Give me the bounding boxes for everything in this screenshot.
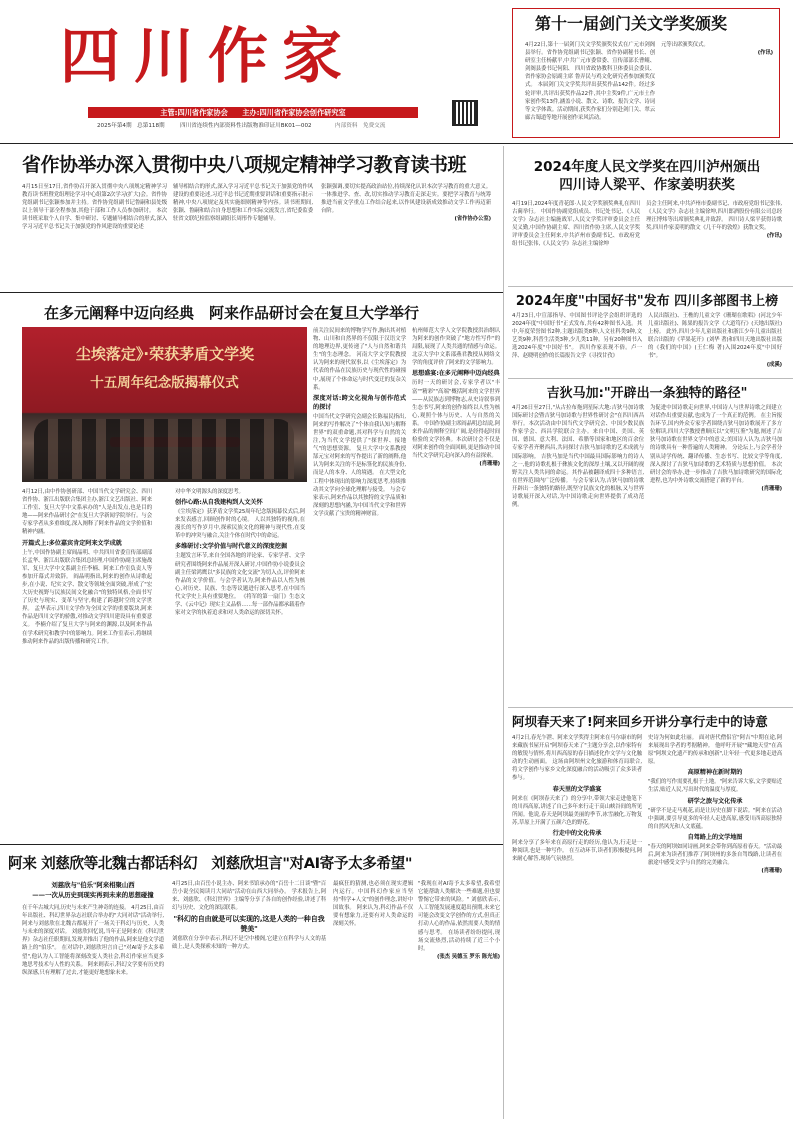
right2-col1: 4月19日,2024年度青花郎·人民文学奖颁奖典礼在四川古蔺举行。 中国作协副党组成员、书记处书记、《人民文学》杂志社主编施战军,人民文学奖评审委员会主任吴义勤,中国作协副主席、四川省作协主席,人民文学奖评审委员会主任阿来,中共泸州市委副书记、市政府党组书记张伟,《人民文学》杂志社主编徐坤	[512, 201, 640, 248]
masthead	[0, 0, 500, 142]
mid-col3b: 中国当代文学研究会副会长陈福民指出,阿来的写作解决了"个体自我认知与解释世界"的双重命题,其对科学与自然的关注,为当代文学提供了"探世界、接地气"的思想资源。 复旦大学中文系教授郜元宝对阿来的写作提出了新的阐释,他认为阿来关注的不是标签化的民族身份,而是人的本身、人的境遇。	[313, 413, 406, 477]
article-title: 第十一届剑门关文学奖颁奖	[535, 14, 728, 33]
right5-author: (肖珊珊)	[761, 868, 782, 875]
bottom-col3: 最疯狂的猜测,也必须在现实逻辑内运行。中国科幻作家应当坚持"科学+人文"的创作理念,讲好中国故事。 阿来认为,科幻作品不仅要有想象力,还要有对人类命运的深刻关怀。	[333, 881, 413, 928]
mid-subhead-3: 多维研讨:文学价值与时代意义的深度挖掘	[175, 543, 287, 551]
right5-col1c: 阿来分享了多年来在高原行走的经历,他认为,行走是一种阅读,也是一种写作。 在互动环节,读者们积极提问,阿来耐心解答,现场气氛热烈。	[512, 839, 642, 863]
qr-code	[452, 100, 478, 126]
mid-subhead-1: 开篇式上:多位嘉宾肯定阿来文学成就	[22, 539, 122, 547]
mid-col1a: 4月12日,由中作协创研部、中国当代文学研究会、四川省作协、浙江出版联合集团主办,浙江文艺出版社、阿来工作室、复旦大学中文系承办的"人是出发点,也是目的地——阿来作品研讨会"在复旦大学新闻学院举行。与会专家学者从多重维度,深入阐释了阿来作品的文学价值和精神内涵。	[22, 489, 152, 536]
bottom-title: 阿来 刘慈欣等北魏古都话科幻 刘慈欣坦言"对AI寄予太多希望"	[8, 855, 413, 872]
mid-col2b: 《尘埃落定》获茅盾文学奖25周年纪念版揭幕仪式后,阿来发表感言,回顾创作时的心境。 人以其独特的视角,在漫长的写作岁月中,探索民族文化的精神与现代性,在变革中的冲突与融合,关注个体在时代中的命运。	[175, 509, 305, 540]
mid-subhead-5: 思想盛宴:在多元阐释中迈向经典	[412, 370, 500, 378]
mid-col2c: 主题发言环节,来自全国各地的评论家、专家学者、文学研究者围绕阿来作品展开深入研讨,中国作协小说委员会副主任梁鸿鹰以"多民族的文化交流"为切入点,评价阿来作品的文学价值。与会学者认为,阿来作品以人性为核心,对历史、民族、生态等议题进行深入思考,在中国当代文学史上具有重要地位。 《将军的第一扇门》生态文学、《云中记》现实主义品格……每一部作品都承载着作家对文学的执着追求和对人类命运的深切关怀。	[175, 553, 305, 617]
right4-author: (肖珊珊)	[761, 485, 782, 492]
lead-col3	[321, 183, 491, 287]
mid-col1b: 上午,中国作协副主席阎晶明、中共四川省委宣传部副部长孟华、浙江出版联合集团总经理,中国作协副主席施战军、复旦大学中文系副主任李楠、阿来工作室负责人等参加开幕式并致辞。 阎晶明指出,阿来的创作从诗歌起步,在小说、纪实文学、散文等领域全面突破,形成了"宏大历史视野与民族民间文化融合"的独特风格,全面书写了历史与现实、变革与坚守,构建了跨越时空的文学世界。 孟华表示,四川文学作为全国文学的重要版块,阿来作品是四川文学的骄傲,对推动文学四川建设具有重要意义。 李楠介绍了复旦大学与阿来的渊源,以及阿来作品在学术研究和教学中的影响力。阿来工作室表示,将继续推动阿来作品的出版传播和研究工作。	[22, 549, 152, 645]
bottom-author: (张杰 吴德玉 罗乐 陈光旭)	[437, 953, 500, 960]
right5-subhead-2: 行走中的文化传承	[552, 829, 602, 837]
mid-col1	[22, 488, 152, 838]
right3-col2	[648, 312, 782, 376]
right2-col2	[646, 200, 782, 278]
article-body: 4月22日,第十一届剑门关文学奖颁奖仪式在广元市剑阁县举行。省作协党组副书记张颖、省作协副秘书长、创研室主任杨献平,中共广元市委常委、宣传部部长曹鲲、剑阁县委书记何阳、 四川省政协教科卫体委员会委员、省作家协会原副主席 鲁弄民与鸡文化研究者参加颁奖仪式。 本届剑门关文学奖共评出获奖作品142件。经过多轮评审,共评出获奖作品22件,其中主奖9件,广元市土作家创作奖13件,涵盖小说、散文、诗歌、报告文学、诗词等文学体裁。活动期间,获奖作家们分别赴剑门关、翠云廊古蜀道等地开展创作采风活动。	[525, 42, 655, 121]
mid-col2a: 对中华文明源头的深度思考。	[175, 489, 244, 495]
masthead-note: 内部资料 免费交流	[335, 123, 386, 129]
right5-col2d: "春天的阿坝如同诗画,阿来会带你到高原看春天。"活动最后,阿来为读者们推荐了阿坝州的多条自驾线路,让读者在旅途中感受文学与自然的完美融合。	[648, 843, 782, 867]
masthead-logo: 四川作家	[60, 22, 356, 92]
divider	[0, 143, 793, 144]
right5-col2b: "我们的写作需要扎根于土地。"阿来告诉大家,文学要贴近生活,贴近人民,写出时代的温度与厚度。	[648, 779, 782, 794]
mid-col4	[412, 327, 500, 837]
mid-title: 在多元阐释中迈向经典 阿来作品研讨会在复旦大学举行	[44, 304, 420, 322]
right4-title: 吉狄马加:"开辟出一条独特的路径"	[546, 386, 748, 401]
mid-col2	[175, 488, 305, 838]
right2-title: 2024年度人民文学奖在四川泸州颁出 四川诗人梁平、作家姜明获奖	[533, 159, 761, 193]
right5-col2-text: 史诗为何如此壮丽。 面对唐代僧侣官"阿吉"中期在途,阿来展现出学者的考据精神。 他呼吁开展""藏地天堂"在高原"阿坝文化遗产的传承和创新",让年轻一代更多地走进高原。	[648, 735, 782, 766]
bottom-col2-text: 4月25日,由百岳小说主办、阿来书馆承办的"百岳十二日谈"暨"百岳小说全民阅读月大同站"活动在山西大同举办。 学术报告上,阿来、刘慈欣、《科幻世界》主编等分享了各自的创作经验,讲述了科幻与历史、文化的深层联系。	[172, 881, 326, 912]
right5-col2	[648, 734, 782, 1116]
lead-col1: 4月15日至17日,省作协召开深入贯彻中央八项规定精神学习教育读书班暨党组理论学习中心组第2次学习(扩大)会。省作协党组副书记张颖参加并主持。省作协党组副书记鲁嗣和县处级以上领导干部全程参加,其他干部和工作人员参加研讨。 本次读书班采取个人自学、集中研讨、专题辅导相结合的形式,深入学习习近平总书记关于加强党的作风建设的重要论述	[22, 184, 167, 231]
right3-col2-text: 人民出版社)、王樵的儿童文学《珊瑚在歌唱》(河北少年儿童出版社)、陈果的报告文学《大道笃行》(天地出版社)上榜。 此外,四川少年儿童出版社和浙江少年儿童出版社联合出版的《苹果花开》(刘华 著)和四川天地出版社出版的《我们的中国》(王仁梅 著)入围2024年度"中国好书"。	[648, 313, 782, 360]
mid-subhead-2: 创作心路:从自我建构到人文关怀	[175, 499, 263, 507]
right4-col1: 4月26日至27日,"从古拉布拖到星际大地:吉狄马加诗歌国际研讨会暨吉狄马加诗歌与世界性研讨会"在四川西昌举行。本次活动由中国当代文学研究会、中国少数民族作家学会、西昌学院联合主办。来自中国、美国、英国、德国、意大利、法国、希腊等国家和地区的百余位专家学者齐聚西昌,共同探讨吉狄马加诗歌的艺术成就与国际影响。 吉狄马加是当代中国最具国际影响力的诗人之一,他的诗歌扎根于彝族文化的深厚土壤,又以开阔的视野关注人类共同的命运。其作品被翻译成四十多种语言,在世界范围内广泛传播。 与会专家认为,吉狄马加的诗歌开辟出一条独特的路径,既坚守民族文化的根脉,又与世界诗歌展开深入对话,为中国诗歌走向世界提供了成功范例。	[512, 405, 644, 509]
event-photo	[22, 327, 307, 482]
bottom-col2b: 刘慈欣在分享中表示,科幻不是空中楼阁,它建立在科学与人文的基础上,是人类探索未知的一种方式。	[172, 936, 326, 951]
masthead-issue: 2025年第4期 总第118期	[97, 123, 165, 129]
right5-subhead-3: 高原精神在新时期的	[687, 769, 743, 777]
bottom-subhead: "科幻的自由就是可以实现的,这是人类的一种自我赞美"	[173, 915, 325, 934]
right5-col1b: 阿来在《阿坝春天来了》的分享中,带领大家走进他笔下的川西高原,讲述了自己多年来行走于高山峡谷间的所见所闻。他说,春天是阿坝最美丽的季节,冰雪融化,万物复苏,草原上开满了五颜六色的野花。	[512, 795, 642, 826]
divider	[508, 707, 793, 708]
mid-author: (肖珊珊)	[479, 461, 500, 468]
mid-col3a: 前关注民间来的博物学写作,胸出其对植物、山川和自然界的不仅限于汉语文学的地理边界,更传递了"人与自然和谐共生"的生态理念。 河南大学文学院教授认为阿来的现代叙事,以《尘埃落定》为代表的作品在民族历史与现代性的碰撞中,展现了个体命运与时代变迁的复杂关系。	[313, 328, 406, 391]
right5-subhead-5: 自驾路上的文学地图	[687, 833, 743, 841]
mid-col3c: 在大型文化工程中体现出的影响力深度思考,持续推动其文学向全球化理解与接受。 与会专家表示,阿来作品以其独特的文学品质和深刻的思想内涵,为中国当代文学和世界文学贡献了宝贵的精神财富。	[313, 470, 406, 517]
masthead-sponsor	[88, 107, 418, 118]
divider	[508, 378, 793, 379]
bottom-col1: 在千年古城大同,历史与未来产生神奇的连接。 4月25日,由百年出版社、科幻世界杂志社联合举办的"大同对话"活动举行,阿来与刘慈欣在北魏古都展开了一场关于科幻与历史、人类与未来的深度对话。 刘慈欣回忆说,当年正是阿来在《科幻世界》杂志社任职期间,发现并推出了他的作品,阿来是他文学道路上的"伯乐"。 在对话中,刘慈欣坦言自己"对AI寄予太多希望",他认为人工智能将深刻改变人类社会,科幻作家应当更多地思考技术与人性的关系。 阿来则表示,科幻文学要有历史的纵深感,只有理解了过去,才能更好地想象未来。	[22, 905, 164, 976]
bottom-col2	[172, 880, 326, 1116]
lead-author: (省作协办公室)	[454, 216, 491, 223]
lead-col2: 辅导相结合的形式,深入学习习近平总书记关于加强党的作风建设的重要论述,习近平总书记近期重要讲话和重要指示批示精神,中央八项规定及其实施细则精神等内容。读书班期间,张颖、鲁嗣和结合自身思想和工作实际交流发言,省纪委监委驻省文联纪检监察组副组长周彤作专题辅导。	[173, 184, 313, 223]
lead-title: 省作协举办深入贯彻中央八项规定精神学习教育读书班	[22, 154, 467, 176]
divider	[0, 844, 503, 845]
right5-col2c: "研学不是走马观花,而是让历史在脚下说话。"阿来在活动中强调,要引导更多的年轻人走进高原,感受川西高原独特的自然风光和人文底蕴。	[648, 807, 782, 830]
mid-col4a: 杭州师范大学人文学院教授洪治纲认为阿来的创作突破了"地方性写作"的局限,展现了人类共通的情感与命运。北京大学中文系邵燕君教授从网络文学的角度评价了阿来的文学影响力。	[412, 328, 500, 367]
right5-subhead-1: 春天里的文学盛宴	[552, 785, 602, 793]
mid-col4b: 历时一天的研讨会,专家学者以"丰富""精彩""高端"概括阿来的文学世界——从民族志到博物志,从史诗叙事到生态书写,阿来的创作始终以人性为核心,观照个体与历史、人与自然的关系。 中国作协副主席阎晶明总结说,阿来作品的阐释空间广阔,是经得起时间检验的文学经典。本次研讨会不仅是对阿来创作的全面回顾,更是推动中国当代文学研究走向深入的有益探索。	[412, 380, 500, 460]
people-row	[34, 419, 294, 479]
lead-col3-text: 张颖强调,要切实提高政治站位,持续深化认识本次学习教育的重大意义。一体推进学、查、改,切实推动学习教育走深走实。要把学习教育与统筹推进当前文学重点工作结合起来,以作风建设新成效推动文学工作再迈新台阶。	[321, 184, 491, 215]
col-divider	[503, 146, 504, 1119]
right5-col1	[512, 734, 642, 1116]
divider	[0, 292, 503, 293]
right4-col2	[650, 404, 782, 704]
article-body-text: 元等出席颁奖仪式。	[661, 42, 709, 48]
banner-line-2: 十五周年纪念版揭幕仪式	[90, 375, 239, 391]
bottom-subtitle: 刘慈欣与"伯乐"阿来相聚山西 ——一次从历史到现实再到未来的思想碰撞	[32, 881, 154, 899]
mid-col3	[313, 327, 406, 837]
article-author: (作讯)	[757, 50, 773, 57]
right5-title: 阿坝春天来了!阿来回乡开讲分享行走中的诗意	[512, 714, 768, 729]
bottom-col4	[418, 880, 500, 1116]
right3-author: (成溪)	[766, 361, 782, 368]
masthead-license: 四川省连续性内部资料性出版物准印证川BK01—002	[180, 123, 312, 129]
bottom-col4-text: "我现在对AI寄予太多希望,我希望它能帮助人类解决一些难题,但也要警惕它带来的风险。" 刘慈欣表示,人工智能发展速度超出预期,未来它可能会改变文学创作的方式,但真正打动人心的作品,依然需要人类的情感与思考。 在场读者纷纷提问,现场交流热烈,活动持续了近三个小时。	[418, 881, 500, 952]
right2-author: (作讯)	[766, 233, 782, 240]
right5-col1-text: 4月2日,春光乍泄、阿来文学奖得主阿来在马尔康市的阿来藏族书屋开启"阿坝春天来了"主题分享会,以作家特有的敏锐与情怀,将川西高原的春日描述化作文学与文化触动的生动画面。 这场由阿坝州文化旅游和体育局联合,将文学创作与家乡文化深度融合的活动吸引了众多读者参与。	[512, 735, 642, 782]
top-right-article	[512, 8, 780, 138]
sponsor-text: 主管:四川省作家协会 主办:四川省作家协会创作研究室	[160, 108, 346, 117]
right4-col2-text: 为促进中国诗歌走向世界,中国诗人与世界诗歌之间建立对话作出重要贡献,也成为了一个真正的范例。 在主旨报告环节,国内外众专家学者围绕吉狄马加诗歌展开了多方位解读,四川大学教授曹顺庆以"文明互鉴"为题,阐述了吉狄马加诗歌在世界文学中的意义;美国诗人认为,吉狄马加的诗歌具有一种普遍的人类精神。 分论坛上,与会学者分别从诗学传统、翻译传播、生态书写、比较文学等角度,深入探讨了吉狄马加诗歌的艺术特质与思想价值。 本次研讨会的举办,进一步推动了吉狄马加诗歌研究的国际化进程,也为中外诗歌交流搭建了新的平台。	[650, 405, 782, 484]
right3-title: 2024年度"中国好书"发布 四川多部图书上榜	[515, 294, 779, 309]
right3-col1: 4月23日,中宣部指导、中国图书评论学会组织评选的2024年度"中国好书"正式发布,共有42种图书入选。其中,年度荣誉图书2种,主题出版类8种,人文社科类9种,文艺类9种,科普生活类3种,少儿类11种。另有20种图书入选2024年度"中国好书"。 四川作家表现不俗。卢一萍、赵晓明创作的长篇报告文学《寻找甘孜》	[512, 313, 642, 360]
article-body-2	[661, 41, 773, 133]
banner-line-1: 尘埃落定》·荣获茅盾文学奖	[75, 345, 255, 363]
right2-col2-text: 员会主任阿来,中共泸州市委副书记、市政府党组书记张伟,《人民文学》杂志社主编徐坤,四川郎酒股份有限公司总经理汪博炜等出席颁奖典礼并致辞。 四川诗人梁平获得诗歌奖,四川作家姜明的散文《几千年的敦煌》获散文奖。	[646, 201, 782, 232]
divider	[508, 286, 793, 287]
right5-subhead-4: 研学之旅与文化传承	[687, 797, 743, 805]
mid-subhead-4: 深度对话:跨文化视角与创作范式的探讨	[313, 394, 406, 411]
